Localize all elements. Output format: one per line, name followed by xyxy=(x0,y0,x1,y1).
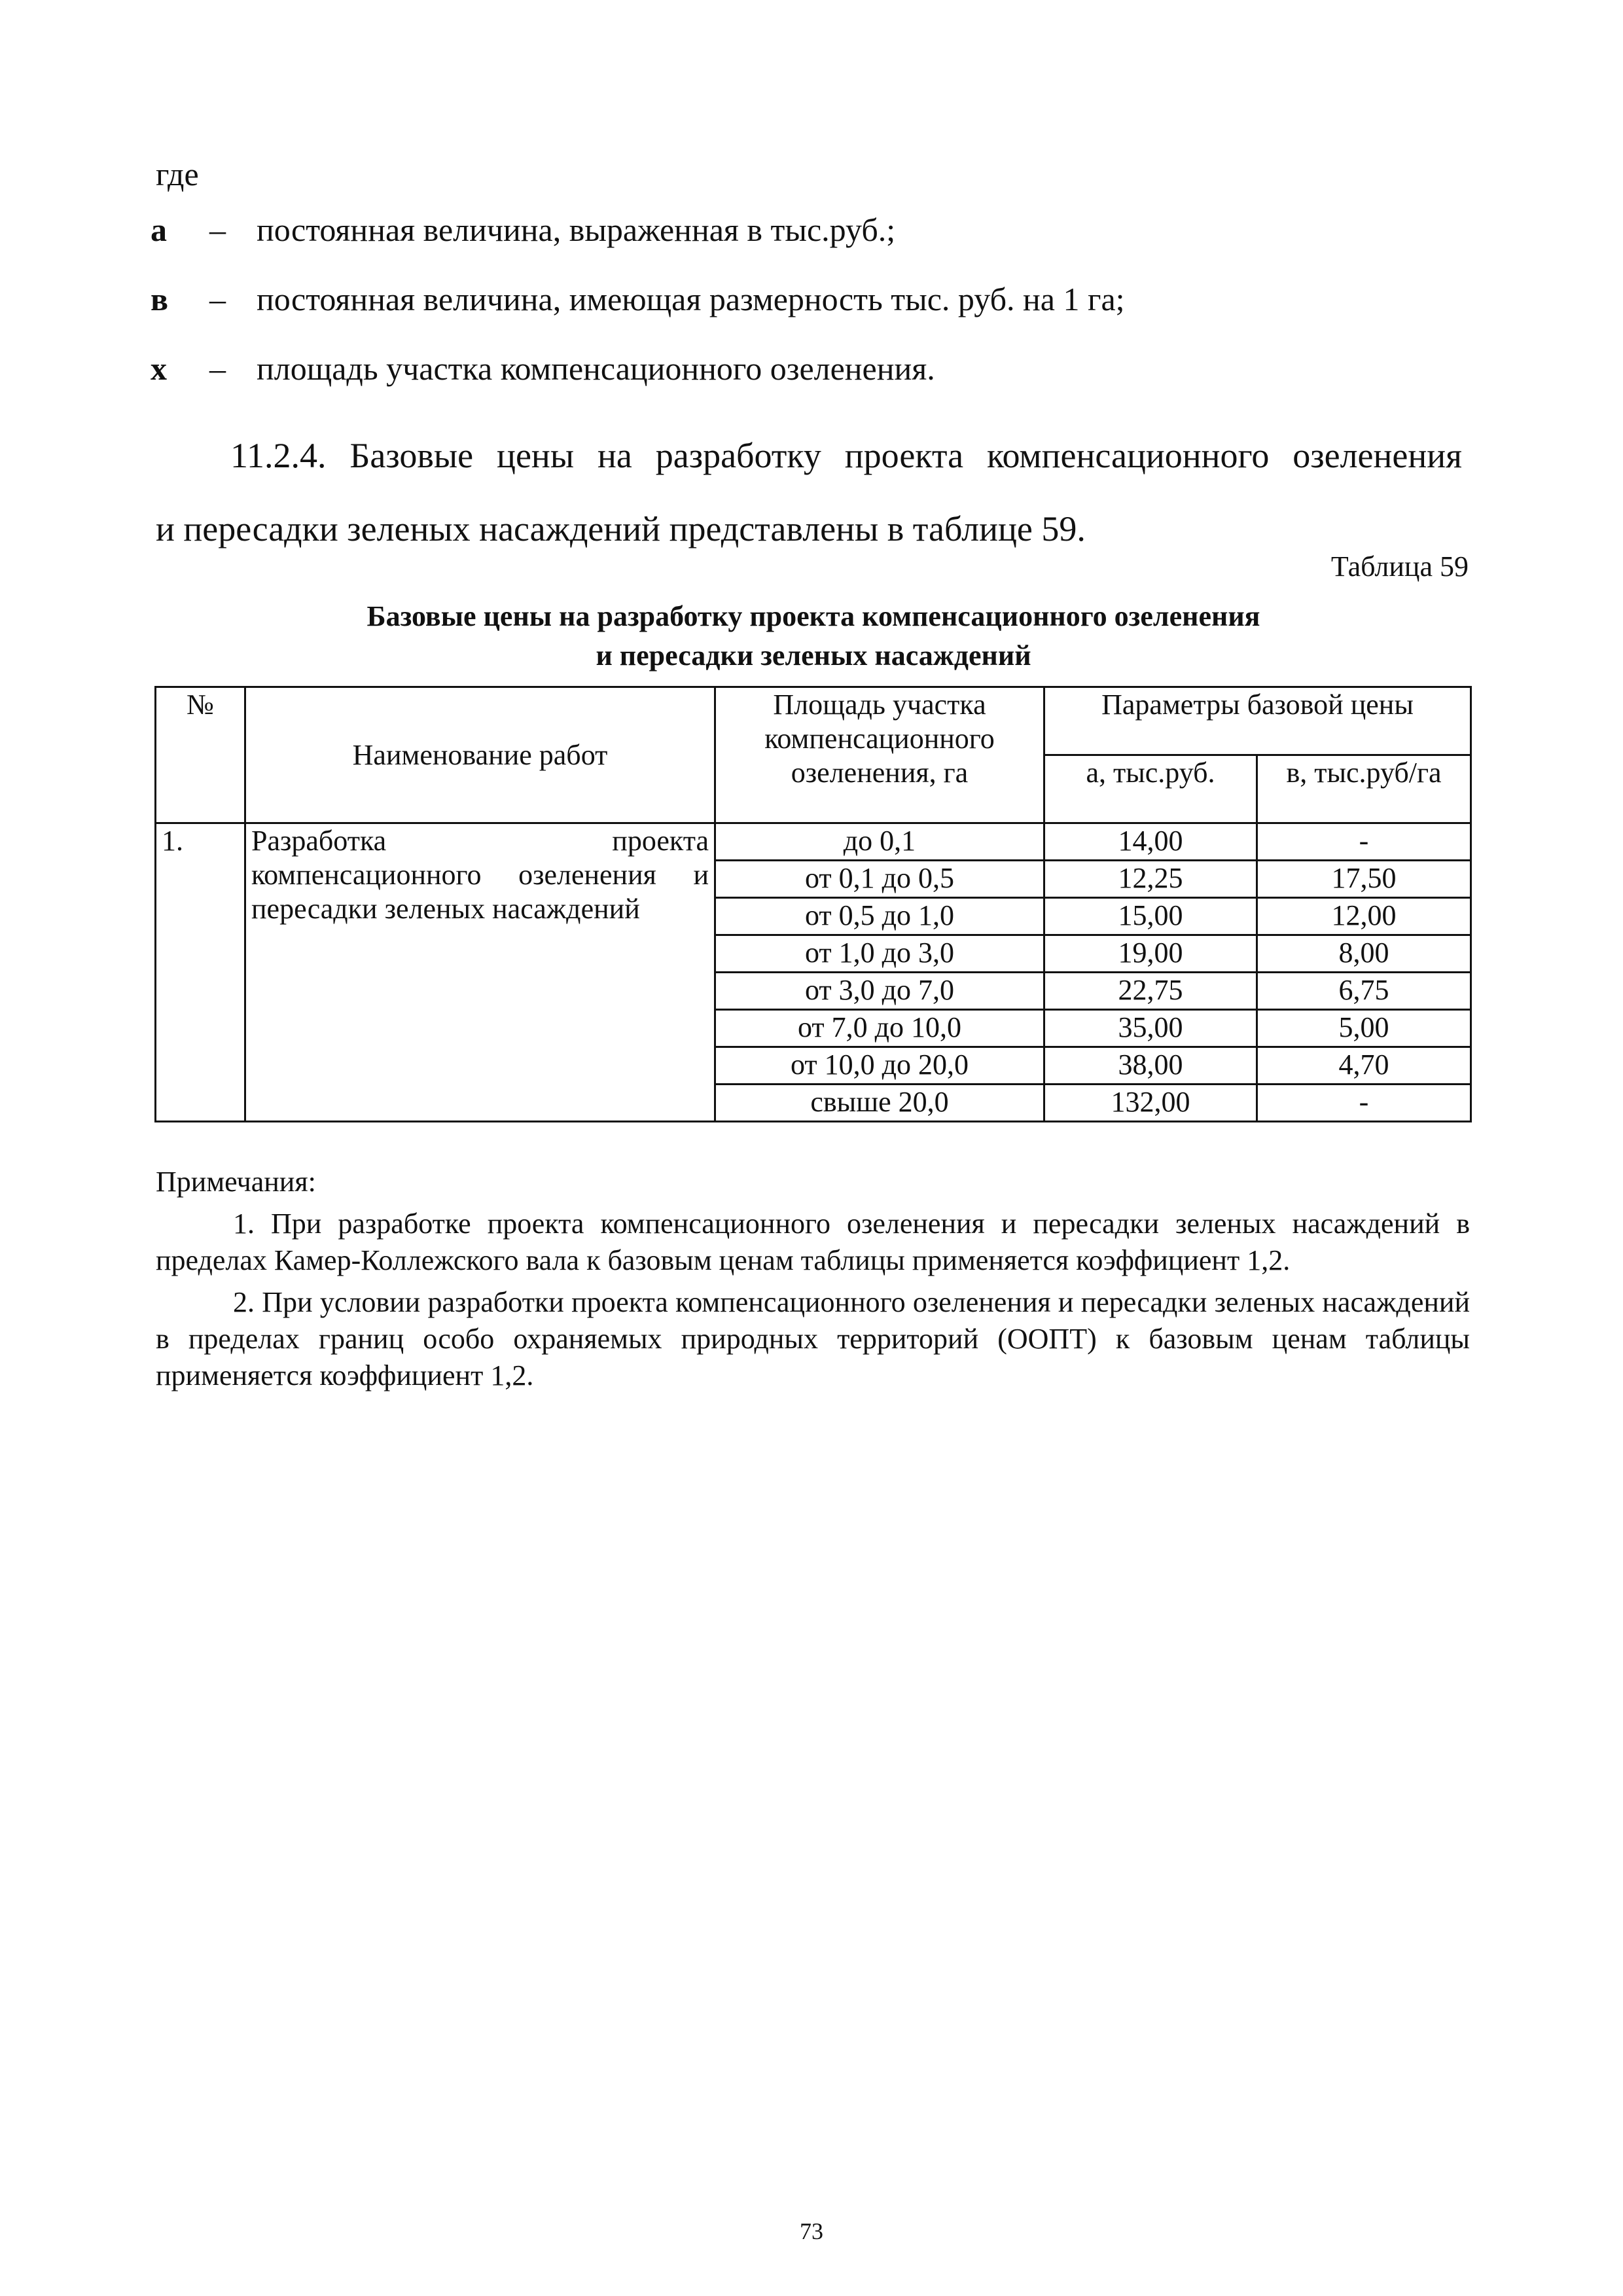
b-cell: 17,50 xyxy=(1257,861,1471,898)
row-number: 1. xyxy=(156,823,245,1122)
table-row xyxy=(156,823,1471,861)
variable-definitions xyxy=(151,211,1486,419)
section-paragraph xyxy=(156,419,1462,565)
definition-x xyxy=(151,350,1486,419)
b-cell: 12,00 xyxy=(1257,898,1471,935)
a-cell: 132,00 xyxy=(1044,1085,1257,1122)
area-cell: от 0,1 до 0,5 xyxy=(715,861,1044,898)
note-item: 1. При разработке проекта компенсационного озеленения и пересадки зеленых насаждений в пределах Камер-Коллежского вала к базовым ценам таблицы применяется коэффициент 1,2. xyxy=(156,1208,1470,1276)
a-cell: 38,00 xyxy=(1044,1047,1257,1085)
variable-symbol: х xyxy=(151,350,167,387)
table-label: Таблица 59 xyxy=(1330,550,1469,583)
a-cell: 22,75 xyxy=(1044,973,1257,1010)
area-cell: от 7,0 до 10,0 xyxy=(715,1010,1044,1047)
page-number: 73 xyxy=(800,2218,823,2244)
definition-text: площадь участка компенсационного озеленения. xyxy=(257,350,935,387)
area-cell: от 3,0 до 7,0 xyxy=(715,973,1044,1010)
header-num: № xyxy=(156,687,245,823)
area-cell: свыше 20,0 xyxy=(715,1085,1044,1122)
table-title-line-2: и пересадки зеленых насаждений xyxy=(596,639,1031,672)
notes-title: Примечания: xyxy=(156,1166,316,1198)
header-a: а, тыс.руб. xyxy=(1044,755,1257,823)
b-cell: 6,75 xyxy=(1257,973,1471,1010)
dash: – xyxy=(209,350,226,387)
header-area: Площадь участка компенсационного озеленения, га xyxy=(715,687,1044,823)
dash: – xyxy=(209,211,226,248)
paragraph-line-1: 11.2.4. Базовые цены на разработку проекта компенсационного озеленения xyxy=(230,436,1462,475)
definition-text: постоянная величина, выраженная в тыс.руб.; xyxy=(257,211,896,248)
definition-b xyxy=(151,280,1486,350)
work-name: Разработка проекта компенсационного озеленения и пересадки зеленых насаждений xyxy=(245,823,715,1122)
notes-section xyxy=(156,1164,1470,1394)
definition-text: постоянная величина, имеющая размерность тыс. руб. на 1 га; xyxy=(257,281,1125,317)
area-cell: от 1,0 до 3,0 xyxy=(715,935,1044,973)
where-label: где xyxy=(156,156,199,192)
note-item: 2. При условии разработки проекта компенсационного озеленения и пересадки зеленых насаждений в пределах границ особо охраняемых природных территорий (ООПТ) к базовым ценам таблицы применяется коэффициент 1,2. xyxy=(156,1286,1470,1391)
table-title-line-1: Базовые цены на разработку проекта компенсационного озеленения xyxy=(366,600,1260,632)
b-cell: 5,00 xyxy=(1257,1010,1471,1047)
b-cell: 4,70 xyxy=(1257,1047,1471,1085)
price-table xyxy=(154,686,1472,1122)
a-cell: 14,00 xyxy=(1044,823,1257,861)
paragraph-line-2: и пересадки зеленых насаждений представлены в таблице 59. xyxy=(156,509,1086,548)
area-cell: от 0,5 до 1,0 xyxy=(715,898,1044,935)
b-cell: 8,00 xyxy=(1257,935,1471,973)
b-cell: - xyxy=(1257,823,1471,861)
dash: – xyxy=(209,281,226,317)
a-cell: 35,00 xyxy=(1044,1010,1257,1047)
header-b: в, тыс.руб/га xyxy=(1257,755,1471,823)
a-cell: 15,00 xyxy=(1044,898,1257,935)
variable-symbol: а xyxy=(151,211,167,248)
area-cell: от 10,0 до 20,0 xyxy=(715,1047,1044,1085)
header-work: Наименование работ xyxy=(245,687,715,823)
b-cell: - xyxy=(1257,1085,1471,1122)
a-cell: 19,00 xyxy=(1044,935,1257,973)
header-params: Параметры базовой цены xyxy=(1044,687,1471,755)
definition-a xyxy=(151,211,1486,280)
table-title xyxy=(156,597,1471,675)
area-cell: до 0,1 xyxy=(715,823,1044,861)
variable-symbol: в xyxy=(151,281,169,317)
a-cell: 12,25 xyxy=(1044,861,1257,898)
